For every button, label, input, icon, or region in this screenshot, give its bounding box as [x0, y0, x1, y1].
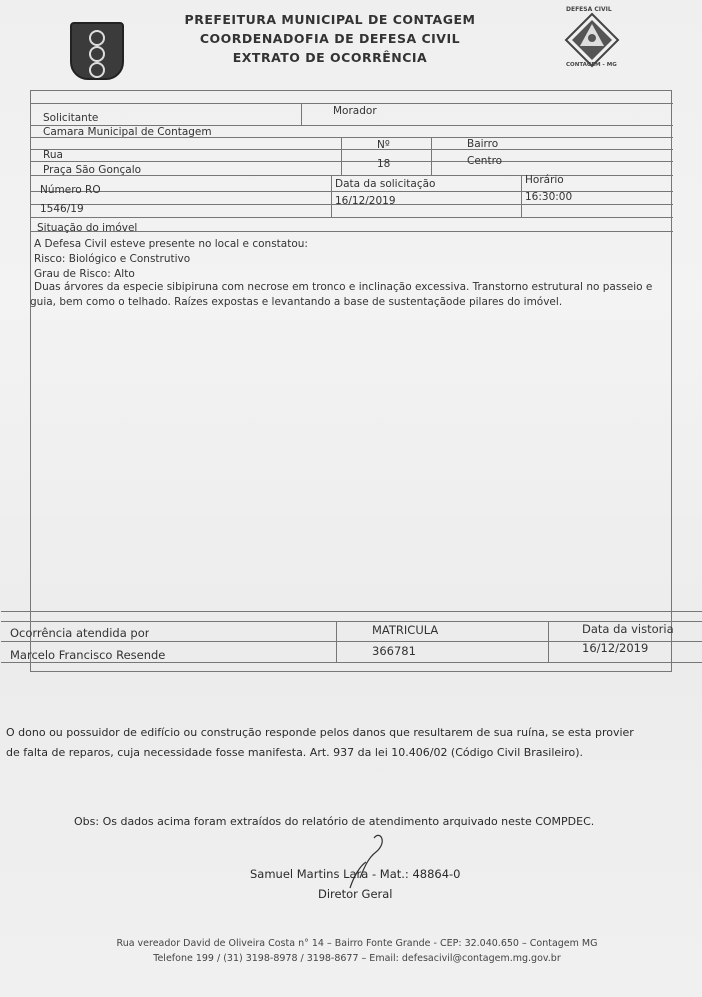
- bairro-value: Centro: [467, 155, 503, 167]
- matricula-value: 366781: [372, 644, 416, 658]
- signatory-name: Samuel Martins Lara - Mat.: 48864-0: [250, 867, 461, 881]
- occurrence-form: [30, 90, 672, 672]
- situacao-line: Duas árvores da especie sibipiruna com necrose em tronco e inclinação excessiva. Transtorno estrutural no passeio e: [34, 281, 653, 293]
- header-line-3: EXTRATO DE OCORRÊNCIA: [232, 50, 428, 65]
- footer-contact: Telefone 199 / (31) 3198-8978 / 3198-8677 – Email: defesacivil@contagem.mg.gov.br: [153, 953, 561, 964]
- rua-value: Praça São Gonçalo: [43, 164, 142, 176]
- situacao-line: Risco: Biológico e Construtivo: [34, 253, 191, 265]
- situacao-line: guia, bem como o telhado. Raízes expostas e levantando a base de sustentaçãode pilares do imóvel.: [30, 296, 563, 308]
- rua-label: Rua: [43, 149, 63, 161]
- atendida-value: Marcelo Francisco Resende: [10, 648, 166, 662]
- obs-text: Obs: Os dados acima foram extraídos do relatório de atendimento arquivado neste COMPDEC.: [74, 815, 595, 828]
- numero-label: Nº: [377, 139, 390, 151]
- emblem-bottom-text: CONTAGEM - MG: [566, 62, 617, 68]
- situacao-line: Grau de Risco: Alto: [34, 268, 135, 280]
- bairro-label: Bairro: [467, 138, 499, 150]
- horario-label: Horário: [525, 174, 564, 186]
- atendida-label: Ocorrência atendida por: [10, 626, 150, 640]
- situacao-label: Situação do imóvel: [37, 222, 138, 234]
- vistoria-label: Data da vistoria: [582, 622, 674, 636]
- vistoria-value: 16/12/2019: [582, 641, 649, 655]
- footer-address: Rua vereador David de Oliveira Costa n° 14 – Bairro Fonte Grande - CEP: 32.040.650 – Contagem MG: [116, 938, 598, 949]
- legal-line-2: de falta de reparos, cuja necessidade fosse manifesta. Art. 937 da lei 10.406/02 (Código Civil Brasileiro).: [6, 746, 584, 759]
- numero-value: 18: [377, 158, 391, 170]
- header-line-1: PREFEITURA MUNICIPAL DE CONTAGEM: [184, 12, 476, 27]
- municipal-coat-of-arms-icon: [70, 22, 124, 80]
- ro-label: Número RO: [40, 184, 101, 196]
- solicitante-value: Camara Municipal de Contagem: [43, 126, 212, 138]
- signatory-title: Diretor Geral: [318, 887, 393, 901]
- solicitante-type: Morador: [333, 105, 377, 117]
- emblem-top-text: DEFESA CIVIL: [566, 6, 612, 13]
- solicitante-label: Solicitante: [43, 112, 99, 124]
- data-solicitacao-value: 16/12/2019: [335, 195, 396, 207]
- matricula-label: MATRICULA: [372, 623, 439, 637]
- situacao-line: A Defesa Civil esteve presente no local e constatou:: [34, 238, 308, 250]
- data-solicitacao-label: Data da solicitação: [335, 178, 436, 190]
- legal-line-1: O dono ou possuidor de edifício ou construção responde pelos danos que resultarem de sua ruína, se esta provier: [6, 726, 634, 739]
- header-line-2: COORDENADOFIA DE DEFESA CIVIL: [199, 31, 461, 46]
- ro-value: 1546/19: [40, 203, 84, 215]
- horario-value: 16:30:00: [525, 191, 573, 203]
